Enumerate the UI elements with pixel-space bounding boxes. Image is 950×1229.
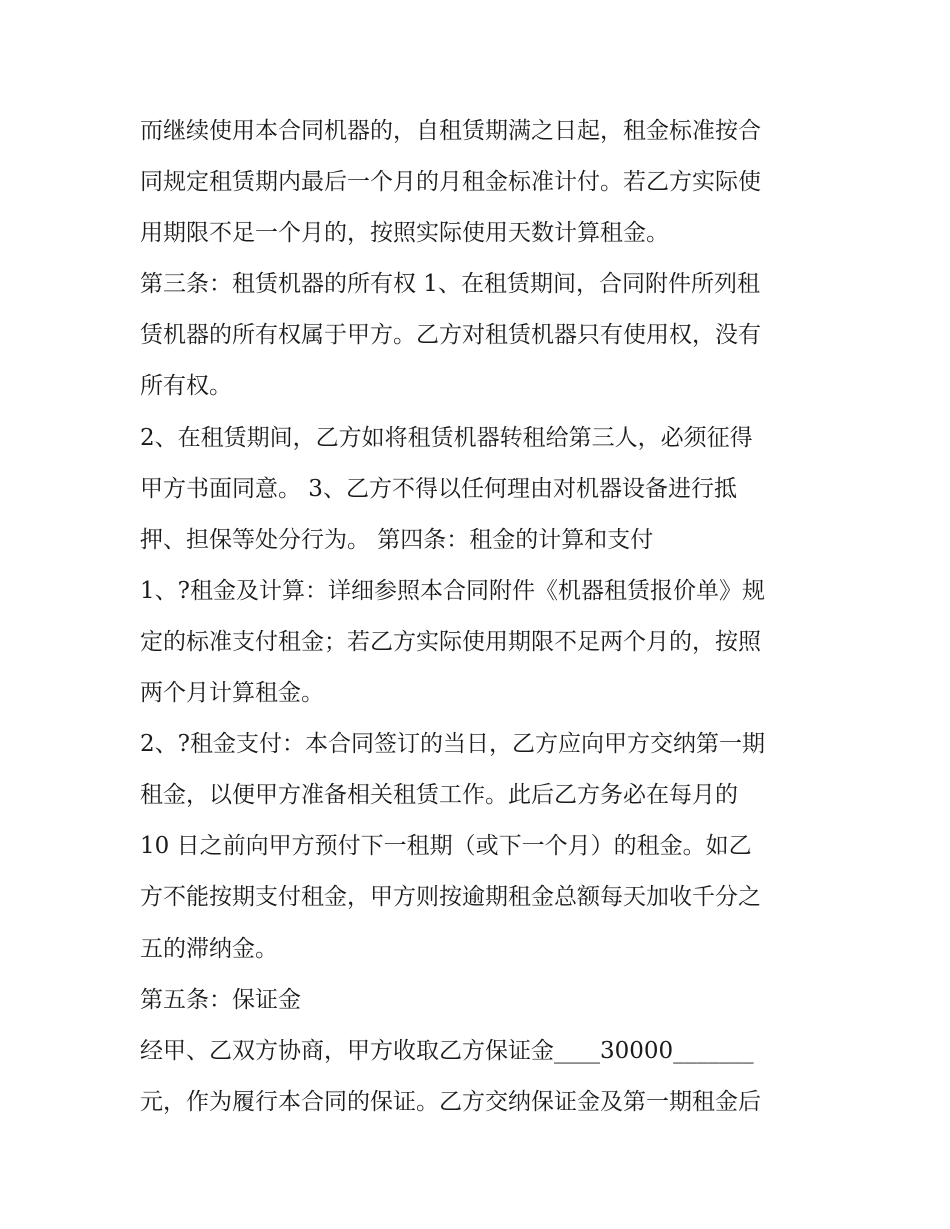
text-line: 元，作为履行本合同的保证。乙方交纳保证金及第一期租金后 [140, 1088, 761, 1115]
text-line: 定的标准支付租金；若乙方实际使用期限不足两个月的，按照 [140, 628, 761, 655]
article-4-heading-line: 押、担保等处分行为。 第四条：租金的计算和支付 [140, 526, 654, 553]
text-line: 五的滞纳金。 [140, 935, 278, 962]
deposit-amount-line: 经甲、乙双方协商，甲方收取乙方保证金____30000_______ [140, 1037, 754, 1064]
text-line: 1、?租金及计算：详细参照本合同附件《机器租赁报价单》规 [140, 577, 765, 604]
article-3-heading-line: 第三条：租赁机器的所有权 1、在租赁期间，合同附件所列租 [140, 271, 760, 298]
text-line: 方不能按期支付租金，甲方则按逾期租金总额每天加收千分之 [140, 884, 761, 911]
text-line: 所有权。 [140, 373, 232, 400]
article-5-heading-line: 第五条：保证金 [140, 986, 301, 1013]
text-line: 用期限不足一个月的，按照实际使用天数计算租金。 [140, 220, 669, 247]
text-line: 甲方书面同意。 3、乙方不得以任何理由对机器设备进行抵 [140, 475, 737, 502]
text-line: 租金，以便甲方准备相关租赁工作。此后乙方务必在每月的 [140, 782, 738, 809]
text-line: 而继续使用本合同机器的，自租赁期满之日起，租金标准按合 [140, 118, 761, 144]
text-line: 10 日之前向甲方预付下一租期（或下一个月）的租金。如乙 [140, 833, 752, 860]
text-line: 2、?租金支付：本合同签订的当日，乙方应向甲方交纳第一期 [140, 731, 765, 758]
text-line: 两个月计算租金。 [140, 680, 324, 707]
text-line: 赁机器的所有权属于甲方。乙方对租赁机器只有使用权，没有 [140, 322, 761, 349]
text-line: 2、在租赁期间，乙方如将租赁机器转租给第三人，必须征得 [140, 424, 753, 451]
text-line: 同规定租赁期内最后一个月的月租金标准计付。若乙方实际使 [140, 169, 761, 196]
contract-text-block [140, 106, 820, 1128]
